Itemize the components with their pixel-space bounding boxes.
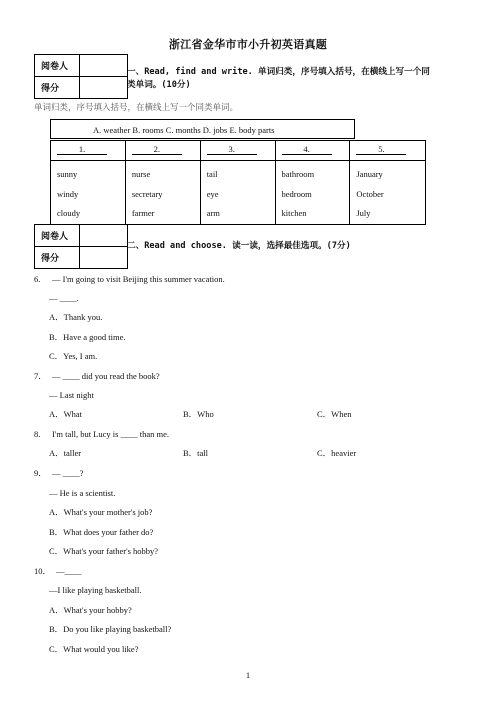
word: nurse	[131, 169, 151, 179]
question-7-number: 7．	[34, 371, 47, 381]
word-column-1	[51, 161, 126, 225]
option[interactable]: A．What's your hobby?	[49, 605, 132, 615]
section-1-heading-line2: 类单词。(10分)	[127, 80, 191, 90]
blank-1-label: 1.	[57, 144, 107, 155]
score-label: 得分	[35, 247, 80, 269]
word: January	[356, 169, 383, 179]
word: sunny	[57, 169, 78, 179]
section-2-heading: 二、Read and choose. 读一读，选择最佳选项。(7分)	[127, 241, 351, 251]
word: secretary	[131, 188, 163, 199]
blank-3-label: 3.	[207, 144, 257, 155]
word: windy	[57, 188, 79, 199]
score-blank[interactable]	[80, 77, 128, 99]
option[interactable]: B．Have a good time.	[49, 332, 126, 342]
question-6-reply: — ____.	[49, 293, 79, 303]
option[interactable]: C．What's your father's hobby?	[49, 546, 159, 556]
blank-5-label: 5.	[356, 144, 406, 155]
question-9-prompt: — ____?	[52, 468, 84, 478]
options-box: A. weather B. rooms C. months D. jobs E. body parts	[50, 119, 355, 139]
option[interactable]: C．Yes, I am.	[49, 351, 98, 361]
option[interactable]: A．What's your mother's job?	[49, 507, 153, 517]
blank-3[interactable]	[200, 141, 275, 161]
option[interactable]: A．What	[49, 409, 83, 419]
question-9-reply: — He is a scientist.	[49, 488, 116, 498]
option[interactable]: C．What would you like?	[49, 644, 139, 654]
option[interactable]: C．When	[317, 409, 352, 419]
score-blank[interactable]	[80, 247, 128, 269]
question-7-reply: — Last night	[49, 390, 94, 400]
word-column-5	[350, 161, 426, 225]
section-1-heading	[127, 66, 467, 92]
page-number: 1	[245, 670, 251, 680]
word: eye	[206, 188, 219, 199]
reviewer-blank[interactable]	[80, 225, 128, 247]
word: bathroom	[281, 169, 315, 179]
section-1-heading-line1: 一、Read, find and write. 单词归类，序号填入括号，在横线上写一个同	[127, 67, 430, 77]
word: July	[356, 208, 371, 218]
blank-4[interactable]	[275, 141, 350, 161]
option[interactable]: B．What does your father do?	[49, 527, 154, 537]
question-6-number: 6.	[34, 274, 41, 284]
option[interactable]: A．taller	[49, 448, 82, 458]
option[interactable]: B．tall	[183, 448, 209, 458]
blank-2[interactable]	[125, 141, 200, 161]
question-6-prompt: — I'm going to visit Beijing this summer vacation.	[52, 274, 225, 284]
reviewer-blank[interactable]	[80, 55, 128, 77]
reviewer-label: 阅卷人	[35, 225, 80, 247]
question-9-number: 9．	[34, 468, 47, 478]
score-label: 得分	[35, 77, 80, 99]
word: bedroom	[281, 188, 312, 199]
word: farmer	[131, 208, 155, 218]
word-column-3	[200, 161, 275, 225]
word: tail	[206, 169, 218, 179]
blank-1[interactable]	[51, 141, 126, 161]
blank-4-label: 4.	[282, 144, 332, 155]
question-7-prompt: — ____ did you read the book?	[52, 371, 160, 381]
option[interactable]: B．Who	[183, 409, 214, 419]
reviewer-label: 阅卷人	[35, 55, 80, 77]
word: arm	[206, 208, 220, 218]
word: kitchen	[281, 208, 307, 218]
question-10-prompt: —____	[56, 566, 82, 576]
page-title: 浙江省金华市市小升初英语真题	[168, 38, 328, 51]
question-10-number: 10．	[34, 566, 52, 576]
word-column-4	[275, 161, 350, 225]
score-box-2	[34, 224, 128, 269]
option[interactable]: A．Thank you.	[49, 312, 103, 322]
score-box	[34, 54, 128, 99]
word: October	[356, 188, 384, 199]
blank-2-label: 2.	[132, 144, 182, 155]
option[interactable]: B．Do you like playing basketball?	[49, 624, 172, 634]
option[interactable]: C．heavier	[317, 448, 357, 458]
question-8-prompt: I'm tall, but Lucy is ____ than me.	[52, 429, 169, 439]
section-1-instruction: 单词归类，序号填入括号，在横线上写一个同类单词。	[34, 102, 239, 112]
word: cloudy	[57, 208, 81, 218]
question-8-number: 8.	[34, 429, 41, 439]
word-table	[50, 140, 426, 225]
word-column-2	[125, 161, 200, 225]
blank-5[interactable]	[350, 141, 426, 161]
question-10-reply: —I like playing basketball.	[49, 585, 142, 595]
